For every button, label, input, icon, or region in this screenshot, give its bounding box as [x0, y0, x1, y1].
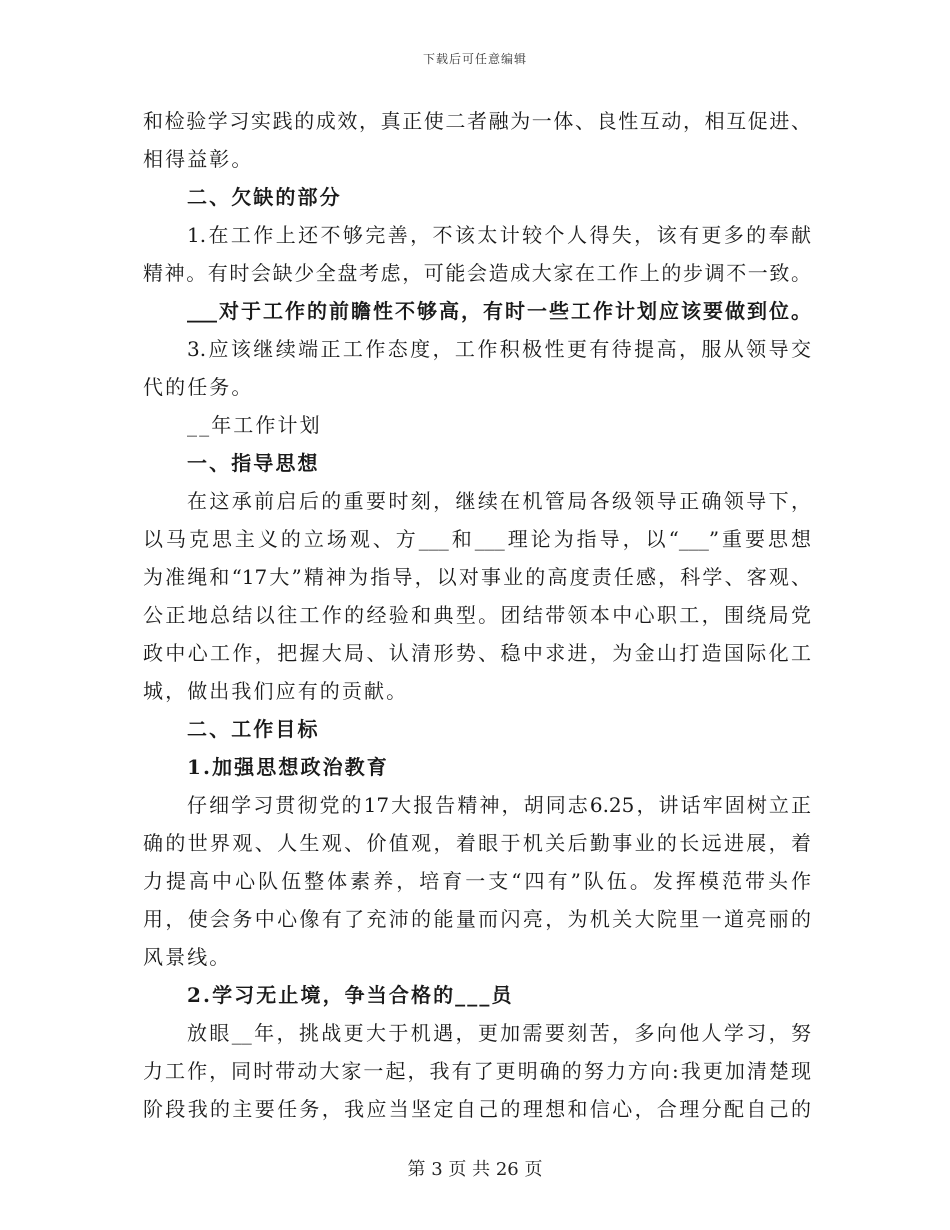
section-heading: 二、工作目标 — [187, 717, 320, 741]
paragraph-line: 相得益彰。 — [143, 147, 254, 171]
paragraph-line: 代的任务。 — [143, 375, 254, 399]
paragraph-line: 风景线。 — [143, 945, 232, 969]
paragraph-line: 仔细学习贯彻党的17大报告精神，胡同志6.25，讲话牢固树立正 — [187, 793, 811, 817]
subsection-heading: 1.加强思想政治教育 — [187, 755, 389, 779]
paragraph-line: 力提高中心队伍整体素养，培育一支“四有”队伍。发挥模范带头作 — [143, 869, 811, 893]
paragraph-line: 以马克思主义的立场观、方___和___理论为指导，以“___”重要思想 — [143, 527, 811, 551]
paragraph-line: 城，做出我们应有的贡献。 — [143, 679, 409, 703]
document-body — [143, 102, 811, 1128]
paragraph-line: 政中心工作，把握大局、认清形势、稳中求进，为金山打造国际化工 — [143, 641, 811, 665]
page-header: 下载后可任意编辑 — [422, 52, 527, 66]
paragraph-line: ___对于工作的前瞻性不够高，有时一些工作计划应该要做到位。 — [187, 299, 811, 323]
paragraph-line: 在这承前启后的重要时刻，继续在机管局各级领导正确领导下， — [187, 489, 811, 513]
paragraph-line: 3.应该继续端正工作态度，工作积极性更有待提高，服从领导交 — [187, 337, 811, 361]
plan-title: __年工作计划 — [187, 413, 322, 437]
subsection-heading: 2.学习无止境，争当合格的___员 — [187, 983, 514, 1007]
paragraph-line: 为准绳和“17大”精神为指导，以对事业的高度责任感，科学、客观、 — [143, 565, 811, 589]
paragraph-line: 阶段我的主要任务，我应当坚定自己的理想和信心，合理分配自己的 — [143, 1097, 811, 1121]
section-heading: 二、欠缺的部分 — [187, 185, 342, 209]
paragraph-line: 1.在工作上还不够完善，不该太计较个人得失，该有更多的奉献 — [187, 223, 811, 247]
paragraph-line: 和检验学习实践的成效，真正使二者融为一体、良性互动，相互促进、 — [143, 109, 811, 133]
paragraph-line: 用，使会务中心像有了充沛的能量而闪亮，为机关大院里一道亮丽的 — [143, 907, 811, 931]
section-heading: 一、指导思想 — [187, 451, 320, 475]
paragraph-line: 确的世界观、人生观、价值观，着眼于机关后勤事业的长远进展，着 — [143, 831, 811, 855]
page-number: 第 3 页 共 26 页 — [407, 1159, 543, 1180]
paragraph-line: 精神。有时会缺少全盘考虑，可能会造成大家在工作上的步调不一致。 — [143, 261, 811, 285]
paragraph-line: 放眼__年，挑战更大于机遇，更加需要刻苦，多向他人学习，努 — [187, 1021, 811, 1045]
paragraph-line: 力工作，同时带动大家一起，我有了更明确的努力方向:我更加清楚现 — [143, 1059, 811, 1083]
paragraph-line: 公正地总结以往工作的经验和典型。团结带领本中心职工，围绕局党 — [143, 603, 811, 627]
